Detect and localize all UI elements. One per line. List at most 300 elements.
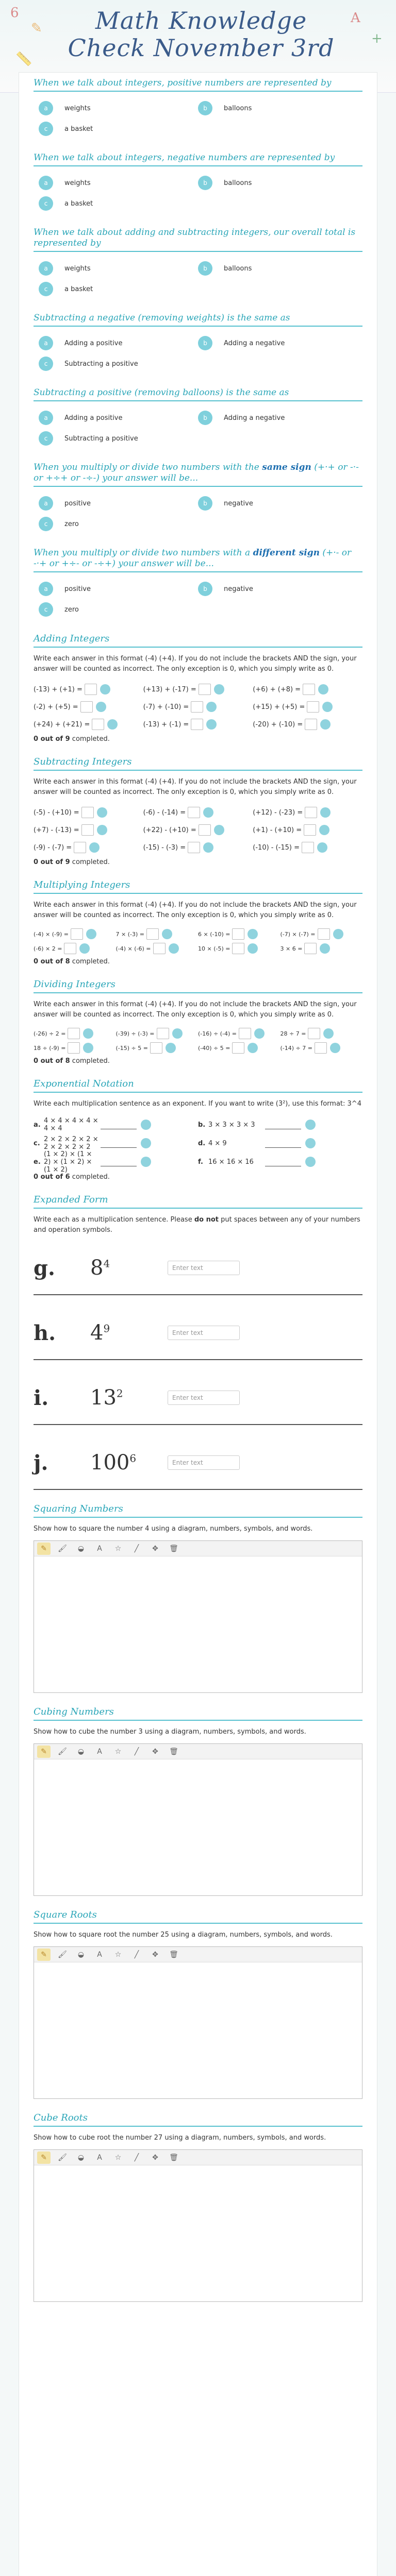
check-icon[interactable] (320, 719, 331, 730)
check-icon[interactable] (141, 1138, 151, 1148)
question-title: Subtracting a negative (removing weights) is the same as (34, 313, 362, 327)
doodle-plus: + (371, 31, 383, 46)
expanded-item (34, 1307, 362, 1360)
item-letter: j. (34, 1450, 48, 1475)
option-letter: a (39, 411, 53, 425)
option-c[interactable] (39, 353, 198, 374)
answer-input[interactable] (265, 1157, 301, 1166)
check-icon[interactable] (305, 1157, 316, 1167)
trash-icon[interactable]: 🗑 (169, 1747, 178, 1756)
brush-icon[interactable]: 🖌 (58, 1950, 67, 1959)
check-icon[interactable] (79, 943, 90, 954)
quiz-page (19, 72, 377, 2576)
subtracting-section (34, 756, 362, 866)
problem-expression: (+15) + (+5) = (253, 703, 305, 711)
question-3 (34, 227, 362, 299)
section-title: Multiplying Integers (34, 879, 362, 894)
check-icon[interactable] (83, 1043, 93, 1053)
option-label: Subtracting a positive (64, 360, 138, 368)
exponent-row (34, 1150, 362, 1174)
question-title: When you multiply or divide two numbers with a different sign (+·- or -·+ or +÷- or -÷+) your answer will be... (34, 548, 362, 572)
check-icon[interactable] (254, 1028, 265, 1039)
answer-input[interactable] (74, 842, 86, 853)
option-letter: c (39, 196, 53, 211)
drawing-section (34, 1909, 362, 2099)
answer-input[interactable] (101, 1157, 137, 1166)
option-label: Adding a positive (64, 339, 123, 347)
check-icon[interactable] (333, 929, 343, 939)
problem (143, 804, 253, 821)
problem (34, 1026, 116, 1041)
option-a[interactable] (39, 258, 198, 279)
answer-input[interactable] (188, 842, 200, 853)
check-icon[interactable] (96, 702, 106, 712)
problem (116, 1026, 199, 1041)
item-expression: 2 × 2 × 2 × 2 × 2 × 2 × 2 × 2 (44, 1136, 98, 1151)
drawing-canvas-box (34, 1743, 362, 1896)
check-icon[interactable] (206, 702, 217, 712)
options (34, 493, 362, 534)
check-icon[interactable] (97, 825, 107, 835)
answer-input[interactable] (81, 807, 94, 818)
option-a[interactable]: a positive (39, 579, 198, 599)
problem-expression: 28 ÷ 7 = (280, 1030, 306, 1037)
check-icon[interactable] (141, 1157, 151, 1167)
answer-input[interactable]: Enter text (168, 1326, 240, 1340)
option-label: balloons (224, 179, 252, 187)
pencil-icon[interactable]: ✎ (37, 1745, 51, 1758)
check-icon[interactable] (320, 943, 330, 954)
option-label: Subtracting a positive (64, 434, 138, 443)
text-icon[interactable]: A (97, 1747, 102, 1756)
check-icon[interactable] (83, 1028, 93, 1039)
text-icon[interactable]: A (97, 1544, 102, 1553)
answer-input[interactable] (315, 1042, 327, 1054)
drawing-canvas[interactable] (34, 1962, 362, 2098)
power-expression (90, 1451, 168, 1475)
answer-input[interactable] (303, 684, 315, 695)
exponent: 4 (103, 1257, 110, 1270)
option-letter: c (39, 122, 53, 136)
item-expression: (1 × 2) × (1 × 2) × (1 × 2) × (1 × 2) (44, 1150, 92, 1174)
option-a[interactable] (39, 98, 198, 118)
option-label: Adding a negative (224, 339, 285, 347)
option-a[interactable] (39, 333, 198, 353)
option-c[interactable] (39, 193, 198, 214)
option-c[interactable]: c zero (39, 599, 198, 620)
answer-input[interactable] (304, 943, 317, 954)
problem-expression: (-20) + (-10) = (253, 720, 303, 728)
problem-expression: (-10) - (-15) = (253, 843, 300, 852)
section-title: Dividing Integers (34, 979, 362, 993)
answer-input[interactable] (318, 928, 330, 940)
option-label: Adding a positive (64, 414, 123, 422)
option-label: weights (64, 104, 91, 112)
problem-expression: (-7) + (-10) = (143, 703, 189, 711)
completion-status: 0 out of 8 completed. (34, 958, 110, 965)
question-title: When you multiply or divide two numbers with the same sign (+·+ or -·- or +÷+ or -÷-) your answer will be... (34, 462, 362, 487)
item-expression: 16 × 16 × 16 (208, 1158, 254, 1166)
drawing-toolbar (34, 1541, 362, 1556)
completion-status: 0 out of 9 completed. (34, 858, 110, 866)
problem-expression: (-15) ÷ 5 = (116, 1044, 148, 1052)
check-icon[interactable] (166, 1043, 176, 1053)
brush-icon[interactable]: 🖌 (58, 1747, 67, 1756)
expanded-item (34, 1242, 362, 1295)
problem (34, 681, 143, 698)
check-icon[interactable] (248, 943, 258, 954)
star-icon[interactable]: ☆ (114, 2153, 122, 2162)
check-icon[interactable] (330, 1043, 340, 1053)
exponent-item (198, 1120, 362, 1130)
check-icon[interactable] (322, 702, 333, 712)
answer-input[interactable] (265, 1120, 301, 1129)
exponent: 6 (129, 1452, 137, 1465)
drawing-section (34, 1503, 362, 1693)
option-letter: a (39, 336, 53, 350)
problem (280, 927, 363, 941)
problem-expression: (-14) ÷ 7 = (280, 1044, 312, 1052)
check-icon[interactable] (203, 842, 213, 853)
options (34, 173, 362, 214)
section-title: Squaring Numbers (34, 1503, 362, 1518)
answer-input[interactable]: Enter text (168, 1261, 240, 1275)
option-letter: c (39, 282, 53, 296)
check-icon[interactable] (320, 807, 331, 818)
answer-input[interactable] (188, 807, 200, 818)
problem (116, 941, 199, 956)
drawing-canvas-box (34, 2149, 362, 2302)
options (34, 333, 362, 374)
answer-input[interactable] (81, 824, 94, 836)
move-icon[interactable]: ✥ (152, 1950, 158, 1959)
completion-status: 0 out of 8 completed. (34, 1057, 110, 1065)
exponential-section (34, 1078, 362, 1181)
problem (198, 941, 280, 956)
answer-input[interactable] (232, 943, 244, 954)
drawing-canvas-box (34, 1540, 362, 1693)
doodle-a: A (351, 10, 360, 26)
check-icon[interactable] (248, 929, 258, 939)
problem (253, 821, 362, 839)
problem-expression: (-7) × (-7) = (280, 930, 316, 938)
options (34, 579, 362, 620)
question-1 (34, 78, 362, 139)
problem (253, 804, 362, 821)
pencil-icon[interactable]: ✎ (37, 1543, 51, 1555)
check-icon[interactable] (214, 684, 224, 694)
answer-input[interactable] (191, 719, 203, 730)
section-title: Expanded Form (34, 1194, 362, 1209)
trash-icon[interactable]: 🗑 (169, 1544, 178, 1553)
answer-input[interactable] (153, 943, 166, 954)
problem-expression: (+12) - (-23) = (253, 808, 303, 817)
expanded-item (34, 1436, 362, 1490)
option-b[interactable] (198, 333, 357, 353)
check-icon[interactable] (203, 807, 213, 818)
answer-input[interactable] (71, 928, 83, 940)
check-icon[interactable] (86, 929, 96, 939)
doodle-six: 6 (10, 5, 19, 21)
page-title: Math Knowledge Check November 3rd (68, 7, 335, 62)
option-letter: b (198, 336, 212, 350)
option-letter: b (198, 101, 212, 115)
problem-expression: (-4) × (-6) = (116, 945, 151, 952)
problem-expression: (+24) + (+21) = (34, 720, 90, 728)
problem (198, 1041, 280, 1055)
option-a[interactable] (39, 408, 198, 428)
question-7 (34, 548, 362, 620)
instructions: Write each answer in this format (-4) (+4). If you do not include the brackets AND the sign, your answer will be counted as incorrect. The only exception is 0, which you simply write as 0. (34, 778, 357, 796)
line-icon[interactable]: ╱ (134, 1544, 139, 1553)
problem-expression: (-6) × 2 = (34, 945, 62, 952)
option-a[interactable] (39, 173, 198, 193)
drawing-toolbar (34, 2150, 362, 2165)
problem-expression: (-39) ÷ (-3) = (116, 1030, 155, 1037)
check-icon[interactable] (97, 807, 107, 818)
question-title: When we talk about integers, negative numbers are represented by (34, 152, 362, 166)
answer-input[interactable] (101, 1120, 137, 1129)
options (34, 258, 362, 299)
section-title: Cubing Numbers (34, 1706, 362, 1721)
option-b[interactable]: b negative (198, 579, 357, 599)
answer-input[interactable] (191, 701, 203, 713)
check-icon[interactable] (100, 684, 110, 694)
drawing-canvas[interactable] (34, 1759, 362, 1895)
option-letter: b (198, 261, 212, 276)
problem-expression: 7 × (-3) = (116, 930, 144, 938)
answer-input[interactable]: Enter text (168, 1391, 240, 1405)
option-c[interactable]: c zero (39, 514, 198, 534)
option-letter: b (198, 176, 212, 190)
brush-icon[interactable]: 🖌 (58, 2153, 67, 2162)
problem (34, 698, 143, 716)
option-letter: c (39, 431, 53, 446)
instructions: Write each as a multiplication sentence. Please do not put spaces between any of your numbers and operation symbols. (34, 1216, 360, 1234)
option-b[interactable]: b negative (198, 493, 357, 514)
problem (253, 716, 362, 733)
line-icon[interactable]: ╱ (134, 1747, 139, 1756)
option-letter: c (39, 357, 53, 371)
paint-bucket-icon[interactable]: ◒ (77, 1747, 85, 1756)
check-icon[interactable] (318, 684, 328, 694)
problem-expression: (+13) + (-17) = (143, 685, 196, 693)
option-b[interactable] (198, 98, 357, 118)
question-5 (34, 387, 362, 449)
pencil-icon[interactable]: ✎ (37, 1948, 51, 1961)
section-title: Subtracting Integers (34, 756, 362, 771)
answer-input[interactable] (305, 719, 317, 730)
base: 8 (90, 1256, 104, 1280)
problem (253, 698, 362, 716)
completion-status: 0 out of 9 completed. (34, 735, 110, 743)
answer-input[interactable] (239, 1028, 251, 1039)
paint-bucket-icon[interactable]: ◒ (77, 1544, 85, 1553)
check-icon[interactable] (248, 1043, 258, 1053)
instructions: Show how to cube the number 3 using a diagram, numbers, symbols, and words. (34, 1728, 306, 1736)
check-icon[interactable] (162, 929, 172, 939)
move-icon[interactable]: ✥ (152, 1747, 158, 1756)
problem-expression: 10 × (-5) = (198, 945, 230, 952)
answer-input[interactable] (146, 928, 159, 940)
check-icon[interactable] (89, 842, 100, 853)
option-c[interactable] (39, 428, 198, 449)
answer-input[interactable] (68, 1028, 80, 1039)
item-letter: b. (198, 1121, 206, 1129)
problem (198, 927, 280, 941)
section-title: Square Roots (34, 1909, 362, 1924)
base: 13 (90, 1386, 117, 1410)
instructions: Write each answer in this format (-4) (+4). If you do not include the brackets AND the sign, your answer will be counted as incorrect. The only exception is 0, which you simply write as 0. (34, 655, 357, 673)
option-letter: a (39, 261, 53, 276)
check-icon[interactable] (169, 943, 179, 954)
question-title: Subtracting a positive (removing balloons) is the same as (34, 387, 362, 401)
item-letter: f. (198, 1158, 203, 1166)
dividing-section (34, 979, 362, 1065)
answer-input[interactable] (307, 701, 319, 713)
drawing-toolbar (34, 1744, 362, 1759)
option-c[interactable] (39, 279, 198, 299)
pencil-icon[interactable]: ✎ (37, 2151, 51, 2164)
instructions: Show how to square root the number 25 using a diagram, numbers, symbols, and words. (34, 1931, 333, 1939)
option-letter: a (39, 101, 53, 115)
check-icon[interactable] (206, 719, 217, 730)
answer-input[interactable] (305, 807, 317, 818)
drawing-toolbar (34, 1947, 362, 1962)
option-letter: a (39, 176, 53, 190)
text-icon[interactable]: A (97, 2153, 102, 2162)
problem (253, 681, 362, 698)
answer-input[interactable] (265, 1139, 301, 1148)
check-icon[interactable] (141, 1120, 151, 1130)
option-label: weights (64, 179, 91, 187)
check-icon[interactable] (323, 1028, 334, 1039)
problem-expression: (-16) ÷ (-4) = (198, 1030, 237, 1037)
problem (253, 839, 362, 856)
expanded-item (34, 1371, 362, 1425)
problem-expression: (-15) - (-3) = (143, 843, 186, 852)
exponent-item (198, 1157, 362, 1167)
drawing-canvas[interactable] (34, 2165, 362, 2301)
base: 100 (90, 1451, 130, 1475)
answer-input[interactable]: Enter text (168, 1455, 240, 1470)
multiplying-section (34, 879, 362, 965)
problem-expression: 6 × (-10) = (198, 930, 230, 938)
problem-grid (34, 804, 362, 856)
instructions: Write each answer in this format (-4) (+4). If you do not include the brackets AND the sign, your answer will be counted as incorrect. The only exception is 0, which you simply write as 0. (34, 901, 357, 919)
power-expression (90, 1321, 168, 1345)
exponent-row (34, 1115, 362, 1134)
problem (280, 1041, 363, 1055)
item-expression: 4 × 9 (208, 1139, 227, 1147)
check-icon[interactable] (305, 1138, 316, 1148)
option-label: balloons (224, 104, 252, 112)
exponent-item (198, 1138, 362, 1148)
paint-bucket-icon[interactable]: ◒ (77, 2153, 85, 2162)
problem-expression: (-26) ÷ 2 = (34, 1030, 66, 1037)
problem (280, 1026, 363, 1041)
move-icon[interactable]: ✥ (152, 1544, 158, 1553)
item-letter: i. (34, 1385, 49, 1410)
item-letter: a. (34, 1121, 41, 1129)
option-b[interactable] (198, 258, 357, 279)
drawing-section (34, 2112, 362, 2302)
question-6 (34, 462, 362, 534)
paint-bucket-icon[interactable]: ◒ (77, 1950, 85, 1959)
line-icon[interactable]: ╱ (134, 1950, 139, 1959)
problem-expression: (+6) + (+8) = (253, 685, 301, 693)
instructions: Write each multiplication sentence as an exponent. If you want to write (3²), use this format: 3^4 (34, 1100, 361, 1108)
star-icon[interactable]: ☆ (114, 1544, 122, 1553)
answer-input[interactable] (199, 684, 211, 695)
answer-input[interactable] (199, 824, 211, 836)
trash-icon[interactable]: 🗑 (169, 2153, 178, 2162)
check-icon[interactable] (319, 825, 329, 835)
brush-icon[interactable]: 🖌 (58, 1544, 67, 1553)
move-icon[interactable]: ✥ (152, 2153, 158, 2162)
item-expression: 3 × 3 × 3 × 3 (208, 1121, 255, 1129)
answer-input[interactable] (150, 1042, 162, 1054)
answer-input[interactable] (304, 824, 316, 836)
check-icon[interactable] (107, 719, 118, 730)
answer-input[interactable] (232, 1042, 244, 1054)
problem-expression: (-13) + (+1) = (34, 685, 82, 693)
option-b[interactable] (198, 173, 357, 193)
answer-input[interactable] (101, 1139, 137, 1148)
check-icon[interactable] (305, 1120, 316, 1130)
exponent: 9 (103, 1322, 110, 1335)
answer-input[interactable] (92, 719, 104, 730)
text-icon[interactable]: A (97, 1950, 102, 1959)
option-c[interactable] (39, 118, 198, 139)
drawing-section (34, 1706, 362, 1896)
line-icon[interactable]: ╱ (134, 2153, 139, 2162)
problem-expression: 3 × 6 = (280, 945, 303, 952)
drawing-canvas[interactable] (34, 1556, 362, 1692)
answer-input[interactable] (232, 928, 244, 940)
trash-icon[interactable]: 🗑 (169, 1950, 178, 1959)
option-b[interactable] (198, 408, 357, 428)
problem-expression: 18 ÷ (-9) = (34, 1044, 66, 1052)
check-icon[interactable] (172, 1028, 183, 1039)
option-label: a basket (64, 125, 93, 133)
check-icon[interactable] (317, 842, 327, 853)
problem-expression: (+1) - (+10) = (253, 826, 302, 834)
problem (34, 716, 143, 733)
answer-input[interactable] (64, 943, 76, 954)
doodle-pencil-icon: ✎ (31, 21, 42, 36)
answer-input[interactable] (157, 1028, 169, 1039)
answer-input[interactable] (302, 842, 314, 853)
drawing-canvas-box (34, 1946, 362, 2099)
star-icon[interactable]: ☆ (114, 1747, 122, 1756)
item-letter: e. (34, 1158, 41, 1166)
problem (34, 821, 143, 839)
doodle-ruler-icon: 📏 (15, 52, 32, 67)
problem (198, 1026, 280, 1041)
option-a[interactable]: a positive (39, 493, 198, 514)
answer-input[interactable] (308, 1028, 320, 1039)
item-expression: 4 × 4 × 4 × 4 × 4 × 4 (44, 1117, 98, 1132)
answer-input[interactable] (85, 684, 97, 695)
problem-expression: (-4) × (-9) = (34, 930, 69, 938)
adding-section (34, 633, 362, 743)
check-icon[interactable] (214, 825, 224, 835)
answer-input[interactable] (80, 701, 93, 713)
answer-input[interactable] (68, 1042, 80, 1054)
star-icon[interactable]: ☆ (114, 1950, 122, 1959)
problem-grid (34, 927, 362, 956)
